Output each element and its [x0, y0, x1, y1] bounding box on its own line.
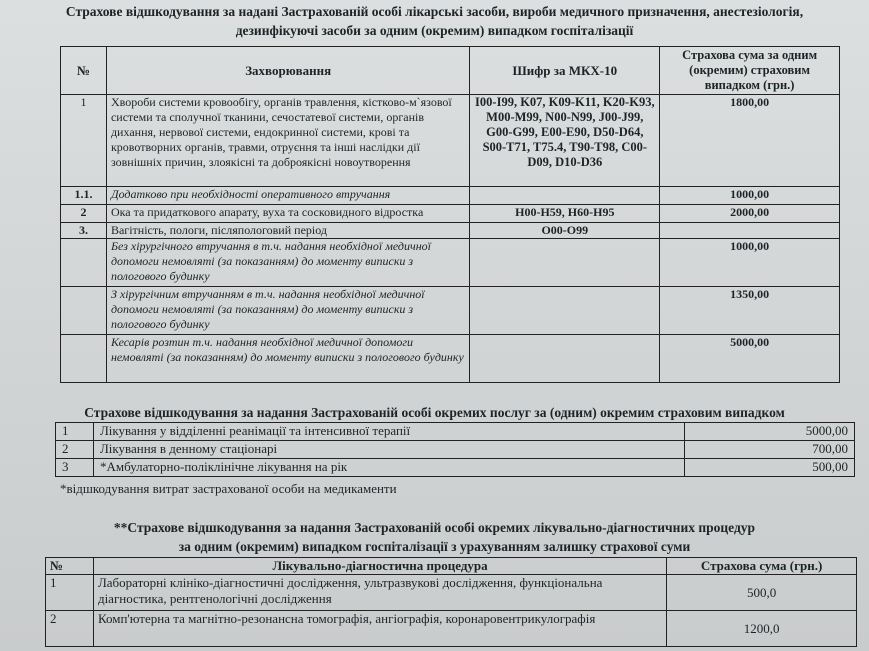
table-header-row: [46, 558, 857, 575]
row-name: Лабораторні клініко-діагностичні дослідження, ультразвукові дослідження, функціональна діагностика, рентгенологічні дослідження: [93, 575, 666, 611]
row-num: 1: [56, 423, 94, 441]
row-sum: 5000,00: [685, 423, 855, 441]
table-row: [61, 223, 840, 239]
col-header-disease: Захворювання: [106, 47, 469, 95]
procedures-table: [45, 557, 857, 647]
row-num: 3: [56, 459, 94, 477]
row-icd: O00-O99: [470, 223, 660, 239]
row-name: *Амбулаторно-поліклінічне лікування на рік: [93, 459, 684, 477]
row-sum: 700,00: [685, 441, 855, 459]
col-header-sum: Страхова сума за одним (окремим) страховим випадком (грн.): [660, 47, 840, 95]
row-num: [61, 239, 107, 287]
row-num: 1: [61, 95, 107, 187]
table-row: [46, 611, 857, 647]
row-sum: 500,00: [685, 459, 855, 477]
row-disease: Кесарів розтин т.ч. надання необхідної медичної допомоги немовляті (за показанням) до моменту виписки з пологового будинку: [106, 335, 469, 383]
section2-title: Страхове відшкодування за надання Застрахованій особі окремих послуг за (одним) окремим страховим випадком: [84, 405, 785, 420]
row-sum: 1000,00: [660, 239, 840, 287]
row-disease: Вагітність, пологи, післяпологовий період: [106, 223, 469, 239]
col-header-icd: Шифр за МКХ-10: [470, 47, 660, 95]
section3-title-line1: **Страхове відшкодування за надання Застрахованій особі окремих лікувально-діагностичних процедур: [113, 520, 756, 535]
row-icd: [470, 239, 660, 287]
row-icd: [470, 335, 660, 383]
row-num: [61, 335, 107, 383]
coverage-table: [60, 46, 840, 383]
section1-title: [0, 2, 869, 40]
col-header-num: №: [46, 558, 94, 575]
table-header-row: [61, 47, 840, 95]
row-num: 3.: [61, 223, 107, 239]
table-row: [56, 423, 855, 441]
table-row: [56, 441, 855, 459]
table-row: [56, 459, 855, 477]
row-num: 2: [61, 205, 107, 223]
row-num: 2: [46, 611, 94, 647]
section3-title: [0, 518, 869, 556]
table-row: [61, 95, 840, 187]
row-disease: Ока та придаткового апарату, вуха та сосковидного відростка: [106, 205, 469, 223]
row-num: 1.1.: [61, 187, 107, 205]
section1-title-line2: дезинфікуючі засоби за одним (окремим) випадком госпіталізації: [235, 23, 634, 38]
table-row: [61, 239, 840, 287]
row-icd: I00-I99, K07, K09-K11, K20-K93, M00-M99, N00-N99, J00-J99, G00-G99, E00-E90, D50-D64, S00-T71, T75.4, T90-T98, C00- D09, D10-D36: [470, 95, 660, 187]
row-icd: H00-H59, H60-H95: [470, 205, 660, 223]
row-disease: З хірургічним втручанням в т.ч. надання необхідної медичної допомоги немовляті (за показанням) до моменту виписки з пологового будинку: [106, 287, 469, 335]
footnote: *відшкодування витрат застрахованої особи на медикаменти: [60, 481, 397, 496]
section3-title-line2: за одним (окремим) випадком госпіталізації з урахуванням залишку страхової суми: [178, 539, 691, 554]
row-disease: Хвороби системи кровообігу, органів травлення, кістково-м`язової системи та сполучної тканини, сечостатевої системи, органів дихання, нервової системи, ендокринної системи, крові та кровотворних органів, травми, отруєння та інші наслідки дії зовнішніх причин, злоякісні та доброякісні новоутворення: [106, 95, 469, 187]
row-name: Комп'ютерна та магнітно-резонансна томографія, ангіографія, коронаровентрикулографія: [93, 611, 666, 647]
col-header-name: Лікувально-діагностична процедура: [93, 558, 666, 575]
row-sum: 5000,00: [660, 335, 840, 383]
row-name: Лікування у відділенні реанімації та інтенсивної терапії: [93, 423, 684, 441]
row-sum: 1000,00: [660, 187, 840, 205]
row-icd: [470, 287, 660, 335]
table-row: [46, 575, 857, 611]
section1-title-line1: Страхове відшкодування за надані Застрахованій особі лікарські засоби, вироби медичного призначення, анестезіологія,: [65, 4, 804, 19]
table-row: [61, 187, 840, 205]
row-sum: 1200,0: [667, 611, 857, 647]
table-row: [61, 205, 840, 223]
row-sum: 1350,00: [660, 287, 840, 335]
row-sum: [660, 223, 840, 239]
row-name: Лікування в денному стаціонарі: [93, 441, 684, 459]
row-disease: Без хірургічного втручання в т.ч. надання необхідної медичної допомоги немовляті (за показанням) до моменту виписки з пологового будинку: [106, 239, 469, 287]
col-header-sum: Страхова сума (грн.): [667, 558, 857, 575]
row-sum: 2000,00: [660, 205, 840, 223]
table-row: [61, 287, 840, 335]
row-sum: 500,0: [667, 575, 857, 611]
row-num: [61, 287, 107, 335]
row-sum: 1800,00: [660, 95, 840, 187]
services-table: [55, 422, 855, 477]
row-icd: [470, 187, 660, 205]
col-header-num: №: [61, 47, 107, 95]
table-row: [61, 335, 840, 383]
row-num: 1: [46, 575, 94, 611]
row-num: 2: [56, 441, 94, 459]
row-disease: Додатково при необхідності оперативного втручання: [106, 187, 469, 205]
